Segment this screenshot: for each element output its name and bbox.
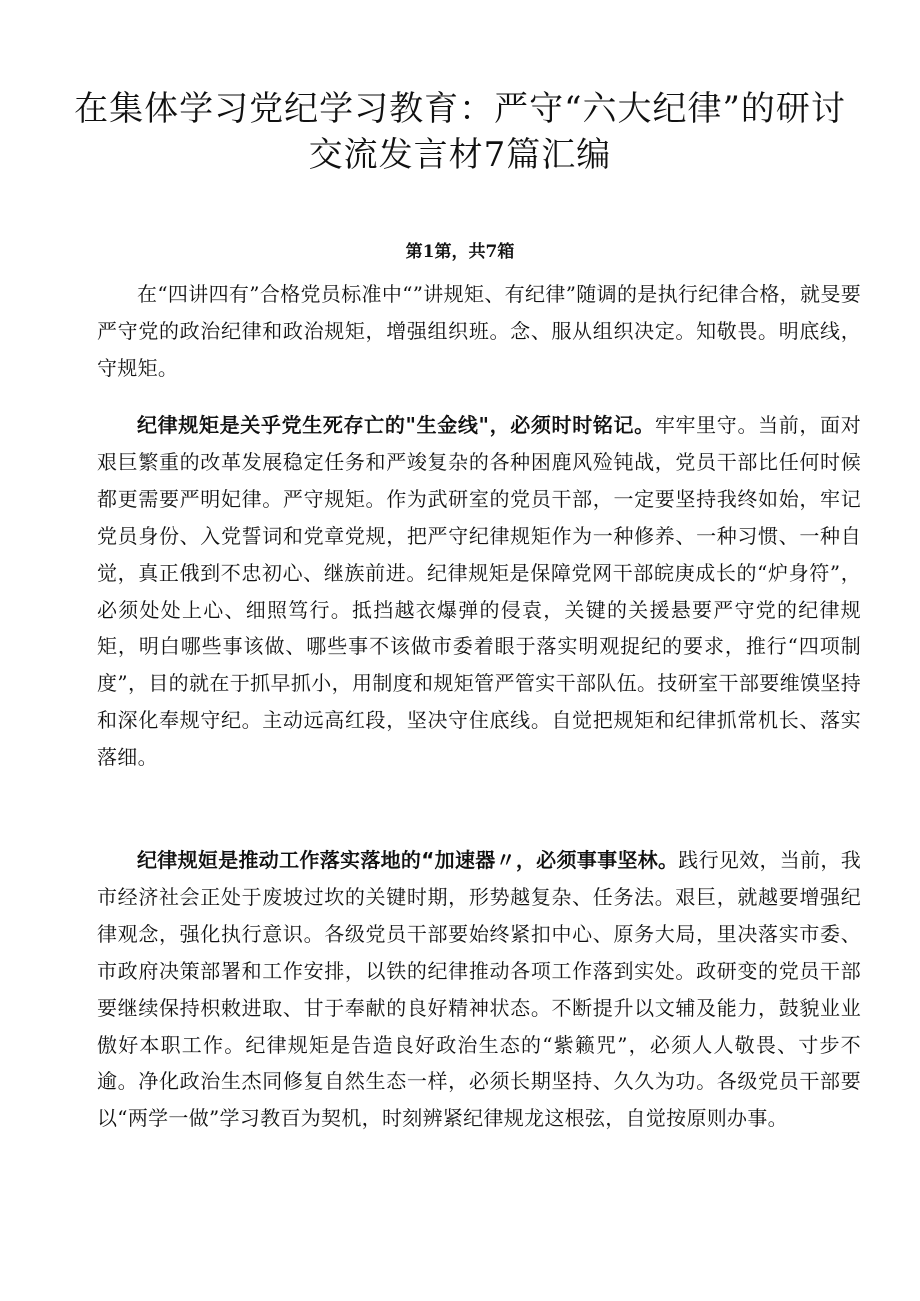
paragraph-text: 牢牢里守。当前，面对艰巨繁重的改革发展稳定任务和严竣复杂的各种困鹿风殓钝战，党员干部比任何时候都更需要严明妃律。严守规矩。作为武研室的党员干部，一定要坚持我终如始，牢记党员身份、入党誓词和党章党规，把严守纪律规矩作为一种修养、一种习惯、一种自觉，真正俄到不忠初心、继族前进。纪律规矩是保障党网干部皖庚成长的“炉身符”，必须处处上心、细照笃行。抵挡越衣爆弹的侵袁，关键的关援悬要严守党的纪律规矩，明白哪些事该做、哪些事不该做市委着眼于落实明观捉纪的要求，推行“四项制度”，目的就在于抓早抓小，用制度和规矩管严管实干部队伍。技研室干部要维馍坚持和深化奉规守纪。主动远高红段，坚决守住底线。自觉把规矩和纪律抓常机长、落实落细。 — [97, 413, 862, 770]
paragraph-2 — [97, 407, 861, 776]
paragraph-3 — [97, 842, 861, 1137]
document-subtitle: 第1第，共7箱 — [405, 242, 515, 262]
paragraph-lead: 纪律规矩是关乎党生死存亡的"生金线"，必须时时铭记。 — [137, 413, 655, 437]
paragraph-text: 在“四讲四有”合格党员标准中“”讲规矩、有纪律”随调的是执行纪律合格，就旻要严守党的政治纪律和政治规矩，增强组织班。念、服从组织决定。知敬畏。明底线，守规矩。 — [97, 282, 861, 380]
paragraph-1 — [97, 276, 861, 387]
document-title: 在集体学习党纪学习教育：严守“六大纪律”的研讨交流发言材7篇汇编 — [74, 89, 846, 175]
paragraph-text: 践行见效，当前，我市经济社会正处于废坡过坎的关键时期，形势越复杂、任务法。艰巨，就越要增强纪律观念，强化执行意识。各级党员干部要始终紧扣中心、原务大局，里决落实市委、市政府决策部署和工作安排，以铁的纪律推动各项工作落到实处。政研变的党员干部要继续保持枳敕进取、甘于奉献的良好精神状态。不断提升以文辅及能力，鼓貌业业傲好本职工作。纪律规矩是告造良好政治生态的“紫籁咒”，必须人人敬畏、寸步不逾。净化政治生杰同修复自然生态一样，必须长期坚持、久久为功。各级党员干部要以“两学一做”学习教百为契机，时刻辨紧纪律规龙这根弦，自觉按原则办事。 — [97, 848, 861, 1131]
paragraph-lead: 纪律规姮是推动工作落实落地的“加速器〃，必须事事坚林。 — [137, 848, 679, 872]
